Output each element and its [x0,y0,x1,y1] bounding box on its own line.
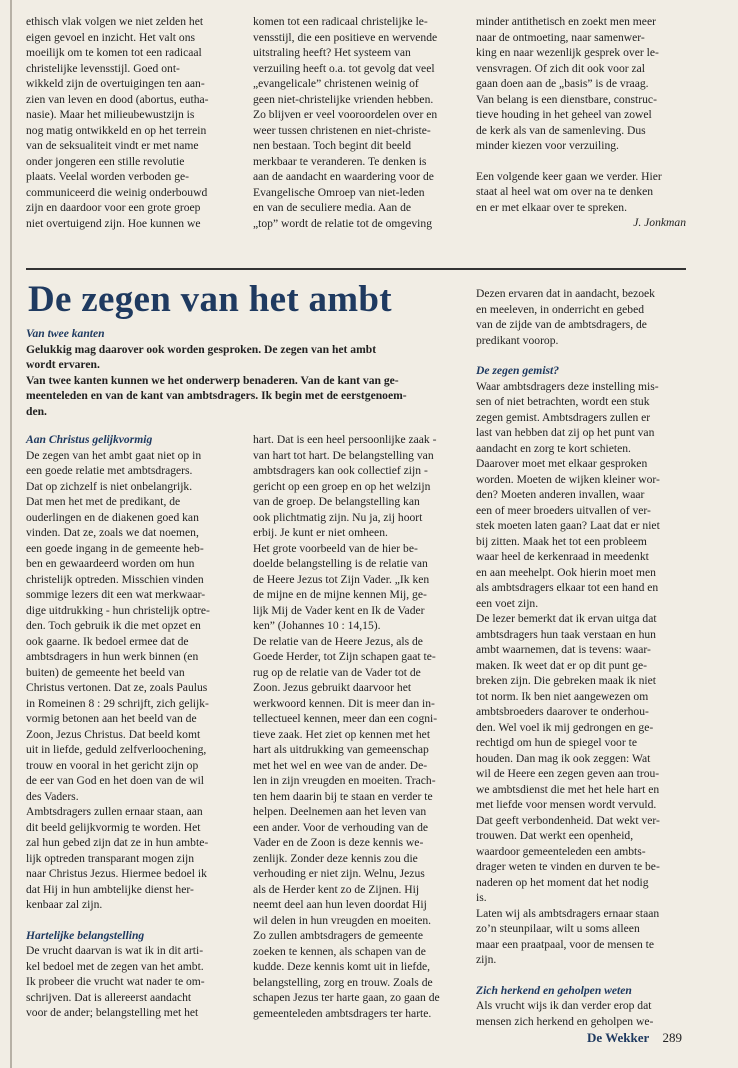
article-lead-1: Gelukkig mag daarover ook worden gesproken. De zegen van het ambt wordt ervaren. [26,342,377,371]
article-column-2 [253,432,468,1021]
article-kicker: Van twee kanten [26,327,105,340]
article-text-3a: Dezen ervaren dat in aandacht, bezoek en meeleven, in onderricht en gebed van de zijde van de ambtsdragers, de predikant voorop. [476,287,655,347]
subheading-aan-christus: Aan Christus gelijkvormig [26,433,153,446]
article-column-1 [26,432,244,1021]
spacer [26,913,244,928]
article-title: De zegen van het ambt [28,279,392,320]
prev-article-text-3a: minder antithetisch en zoekt men meer naar de ontmoeting, naar samenwer- king en naar wezenlijk gesprek over le- vensvragen. Of zich dit ook voor zal gaan doen aan de „basis” is de vraag. Van belang is een dienstbare, construc- tieve houding in het geheel van zowel de kerk als van de samenleving. Dus minder kiezen voor verzuiling. [476,15,659,152]
article-column-3 [476,286,688,1029]
article-text-2: hart. Dat is een heel persoonlijke zaak - van hart tot hart. De belangstelling van ambtsdragers kan ook collectief zijn - gericht op een groep en op het welzijn van de groep. De belangstelling kan ook plichtmatig zijn. Nu ja, zij hoort erbij. Je kunt er niet omheen. Het grote voorbeeld van de hier be- doelde belangstelling is de relatie van de Heere Jezus tot Zijn Vader. „Ik ken de mijne en de mijne kennen Mij, ge- lijk Mij de Vader kent en Ik de Vader ken” (Johannes 10 : 14,15). De relatie van de Heere Jezus, als de Goede Herder, tot Zijn schapen gaat te- rug op de relatie van de Vader tot de Zoon. Jezus gebruikt daarvoor het werkwoord kennen. Dit is meer dan in- tellectueel kennen, meer dan een cogni- tieve zaak. Het ziet op kennen met het hart als uitdrukking van gemeenschap met het wel en wee van de ander. De- len in zijn vreugden en moeiten. Trach- ten hem daarin bij te staan en verder te helpen. Deelnemen aan het leven van een ander. Voor de verhouding van de Vader en de Zoon is deze kennis we- zenlijk. Zonder deze kennis zou die verhouding er niet zijn. Welnu, Jezus als de Herder kent zo de Zijnen. Hij neemt deel aan hun leven doordat Hij wil delen in hun vreugden en moeiten. Zo zullen ambtsdragers de gemeente zoeken te kennen, als schapen van de kudde. Deze kennis komt uit in liefde, belangstelling, zorg en trouw. Zoals de schapen Jezus ter harte gaan, zo gaan de gemeenteleden ambtsdragers ter harte. [253,433,440,1020]
page-footer [587,1030,682,1046]
magazine-name: De Wekker [587,1030,650,1045]
section-divider [26,268,686,270]
prev-article-column-3 [476,14,686,231]
article-intro [26,326,466,419]
subheading-hartelijke: Hartelijke belangstelling [26,928,145,942]
prev-article-text-1: ethisch vlak volgen we niet zelden het eigen gevoel en inzicht. Het valt ons moeilijk om te komen tot een radicaal christelijke levensstijl. Goed ont- wikkeld zijn de overtuigingen ten aan- zien van leven en dood (abortus, eutha- nasie). Maar het milieubewustzijn is nog matig ontwikkeld en op het terrein van de seksualiteit vindt er met name onder jongeren een stille revolutie plaats. Veelal worden verboden ge- communiceerd die weinig onderbouwd zijn en daardoor voor een grote groep niet overtuigend zijn. Hoe kunnen we [26,15,209,230]
page-number: 289 [662,1030,682,1045]
spacer [476,348,688,363]
prev-article-column-2 [253,14,468,231]
author-signature: J. Jonkman [633,216,686,229]
article-text-1b: De vrucht daarvan is wat ik in dit arti- kel bedoel met de zegen van het ambt. Ik probeer die vrucht wat nader te om- schrijven. Dat is allereerst aandacht voor de ander; belangstelling met het [26,944,205,1019]
spacer [476,154,686,169]
article-text-3b: Waar ambtsdragers deze instelling mis- sen of niet betrachten, wordt een stuk zegen gemist. Ambtsdragers zullen er last van hebben dat zij op het punt van aandacht en zorg te kort schieten. Daarover moet met elkaar gesproken worden. Moeten de wijken kleiner wor- den? Moeten anderen invallen, waar een of meer broeders uitvallen of ver- stek moeten laten gaan? Laat dat er niet bij zitten. Maak het tot een probleem waar heel de kerkenraad in meedenkt en aan meehelpt. Ook hierin moet men als ambtsdragers elkaar tot een hand en een voet zijn. De lezer bemerkt dat ik ervan uitga dat ambtsdragers hun taak verstaan en hun ambt waarnemen, dat is tevens: waar- maken. Ik weet dat er op dit punt ge- breken zijn. Die gebreken maak ik niet tot norm. Ik ben niet aangewezen om ambtsbroeders daarover te onderhou- den. Wel voel ik mij gedrongen en ge- rechtigd om hun de spiegel voor te houden. Dan mag ik ook zeggen: Wat wil de Heere een zegen geven aan trou- we ambtsdienst die met het hele hart en met liefde voor mensen wordt vervuld. Dat geeft verbondenheid. Dat wekt ver- trouwen. Dat werkt een openheid, waardoor gemeenteleden een ambts- drager weten te vinden en durven te be- naderen op het moment dat het nodig is. Laten wij als ambtsdragers ernaar staan zo’n steunpilaar, wilt u soms alleen maar een praatpaal, voor de mensen te zijn. [476,379,660,966]
page-binding-edge [10,0,12,1068]
article-lead-2: Van twee kanten kunnen we het onderwerp benaderen. Van de kant van ge- meenteleden en van de kant van ambtsdragers. Ik begin met de eerstgenoem- den. [26,373,407,418]
article-text-1a: De zegen van het ambt gaat niet op in een goede relatie met ambtsdragers. Dat op zichzelf is niet onbelangrijk. Dat men het met de predikant, de ouderlingen en de diakenen goed kan vinden. Dat ze, zoals we dat noemen, een goede ingang in de gemeente heb- ben en gewaardeerd worden om hun christelijk optreden. Misschien vinden sommige lezers dit een wat merkwaar- dige uitdrukking - hun christelijk optre- den. Toch gebruik ik die met opzet en ook gaarne. Ik bedoel ermee dat de ambtsdragers in hun werk binnen (en buiten) de gemeente het beeld van Christus vertonen. Dat ze, zoals Paulus in Romeinen 8 : 29 schrijft, zich gelijk- vormig betonen aan het beeld van de Zoon, Jezus Christus. Dat beeld komt uit in liefde, geduld zelfverloochening, trouw en vooral in het gericht zijn op de eer van God en het doen van de wil des Vaders. Ambtsdragers zullen ernaar staan, aan dit beeld gelijkvormig te worden. Het zal hun gebed zijn dat ze in hun ambte- lijk optreden transparant mogen zijn naar Christus Jezus. Hiermee bedoel ik dat Hij in hun ambtelijke dienst her- kenbaar zal zijn. [26,448,210,911]
subheading-herkend: Zich herkend en geholpen weten [476,983,632,997]
subheading-zegen-gemist: De zegen gemist? [476,364,560,377]
spacer [476,968,688,983]
prev-article-text-3b: Een volgende keer gaan we verder. Hier staat al heel wat om over na te denken en er met elkaar over te spreken. [476,169,662,214]
article-text-3c: Als vrucht wijs ik dan verder erop dat mensen zich herkend en geholpen we- [476,999,654,1028]
prev-article-text-2: komen tot een radicaal christelijke le- vensstijl, die een positieve en wervende uitstraling heeft? Het systeem van verzuiling heeft o.a. tot gevolg dat veel „evangelicale” christenen weinig of geen niet-christelijke vrienden hebben. Zo blijven er veel vooroordelen over en weer tussen christenen en niet-christe- nen bestaan. Toch begint dit beeld merkbaar te veranderen. Te denken is aan de aandacht en waardering voor de Evangelische Omroep van niet-leden en van de seculiere media. Aan de „top” wordt de relatie tot de omgeving [253,15,438,230]
prev-article-column-1 [26,14,244,231]
